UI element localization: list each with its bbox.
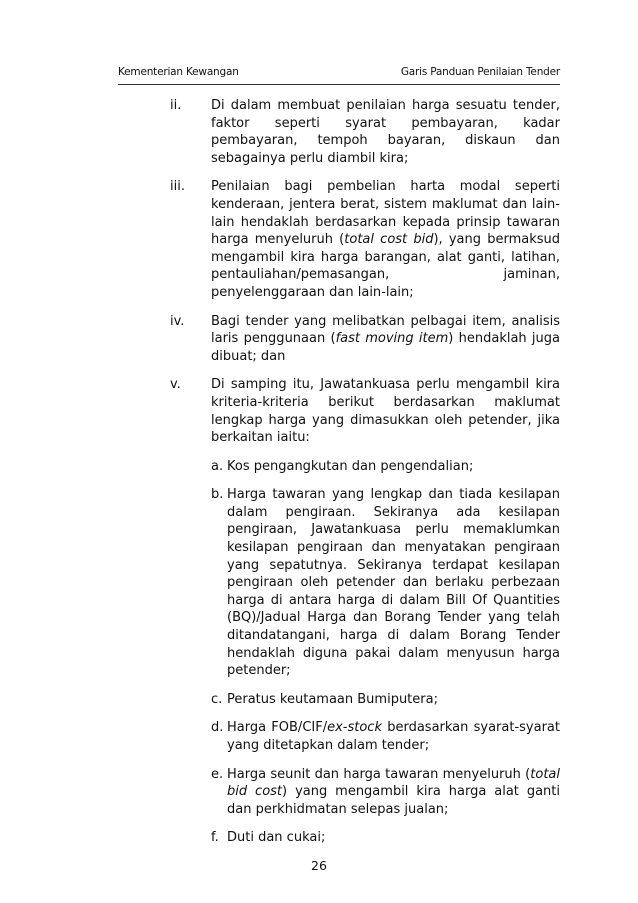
text-segment: Penilaian bagi pembelian harta modal seperti kenderaan, jentera berat, sistem maklumat dan lain-lain hendaklah berdasarkan kepada prinsip tawaran harga menyeluruh (	[211, 179, 560, 248]
sub-item-text	[227, 719, 560, 754]
sub-item-letter: d.	[211, 720, 224, 736]
italic-term: total cost bid	[344, 232, 434, 248]
header-ministry: Kementerian Kewangan	[118, 66, 239, 78]
italic-term: total bid cost	[227, 766, 560, 800]
list-item-text: Di dalam membuat penilaian harga sesuatu tender, faktor seperti syarat pembayaran, kadar pembayaran, tempoh bayaran, diskaun dan sebagainya perlu diambil kira;	[211, 98, 560, 166]
list-item-text	[211, 313, 560, 366]
sub-item-text: Harga tawaran yang lengkap dan tiada kesilapan dalam pengiraan. Sekiranya ada kesilapan pengiraan, Jawatankuasa perlu memaklumkan kesilapan pengiraan dan menyatakan pengiraan yang sepatutnya. Sekiranya terdapat kesilapan pengiraan oleh petender dan berlaku perbezaan harga di antara harga di dalam Bill Of Quantities (BQ)/Jadual Harga dan Borang Tender yang telah ditandatangani, harga di dalam Borang Tender hendaklah diguna pakai dalam menyusun harga petender;	[227, 487, 560, 679]
sub-item-letter: b.	[211, 487, 224, 503]
text-segment: Harga FOB/CIF/	[227, 720, 328, 736]
list-item-number: iv.	[170, 313, 185, 329]
sub-item-text: Duti dan cukai;	[227, 830, 326, 846]
italic-term: ex-stock	[327, 720, 382, 736]
sub-item-c	[211, 691, 560, 709]
list-item-iii	[170, 178, 560, 301]
sub-item-text	[227, 766, 560, 819]
list-item-iv	[170, 313, 560, 366]
text-segment: ), yang bermaksud mengambil kira harga barangan, alat ganti, latihan, pentauliahan/pemasangan, jaminan, penyelenggaraan dan lain-lain;	[211, 232, 560, 300]
text-segment: Bagi tender yang melibatkan pelbagai item, analisis laris penggunaan (	[211, 313, 560, 347]
header-divider	[118, 84, 560, 85]
list-item-v	[170, 376, 560, 446]
sub-item-text: Kos pengangkutan dan pengendalian;	[227, 458, 474, 474]
sub-item-letter: e.	[211, 766, 224, 782]
page-body	[0, 97, 638, 858]
sub-item-b	[211, 486, 560, 680]
sub-item-letter: c.	[211, 691, 223, 707]
list-item-text	[211, 178, 560, 301]
list-item-number: v.	[170, 377, 181, 393]
header-document-title: Garis Panduan Penilaian Tender	[400, 66, 560, 78]
italic-term: fast moving item	[335, 331, 449, 347]
sub-item-a	[211, 458, 560, 476]
text-segment: berdasarkan syarat-syarat yang ditetapkan dalam tender;	[227, 720, 560, 753]
list-item-number: ii.	[170, 98, 182, 113]
text-segment: Harga seunit dan harga tawaran menyeluruh (	[227, 766, 531, 782]
list-item-text: Di samping itu, Jawatankuasa perlu mengambil kira kriteria-kriteria berikut berdasarkan maklumat lengkap harga yang dimasukkan oleh petender, jika berkaitan iaitu:	[211, 377, 560, 446]
text-segment: ) hendaklah juga dibuat; dan	[211, 331, 561, 364]
sub-item-f	[211, 829, 560, 847]
page-number: 26	[311, 858, 327, 873]
sub-item-e	[211, 766, 560, 819]
sub-item-letter: f.	[211, 830, 219, 846]
list-item-number: iii.	[170, 179, 185, 195]
list-item-ii	[170, 97, 560, 167]
text-segment: ) yang mengambil kira harga alat ganti dan perkhidmatan selepas jualan;	[227, 784, 560, 817]
sub-item-letter: a.	[211, 458, 224, 474]
page-header	[118, 66, 560, 84]
sub-item-text: Peratus keutamaan Bumiputera;	[227, 691, 438, 707]
sub-item-d	[211, 719, 560, 754]
